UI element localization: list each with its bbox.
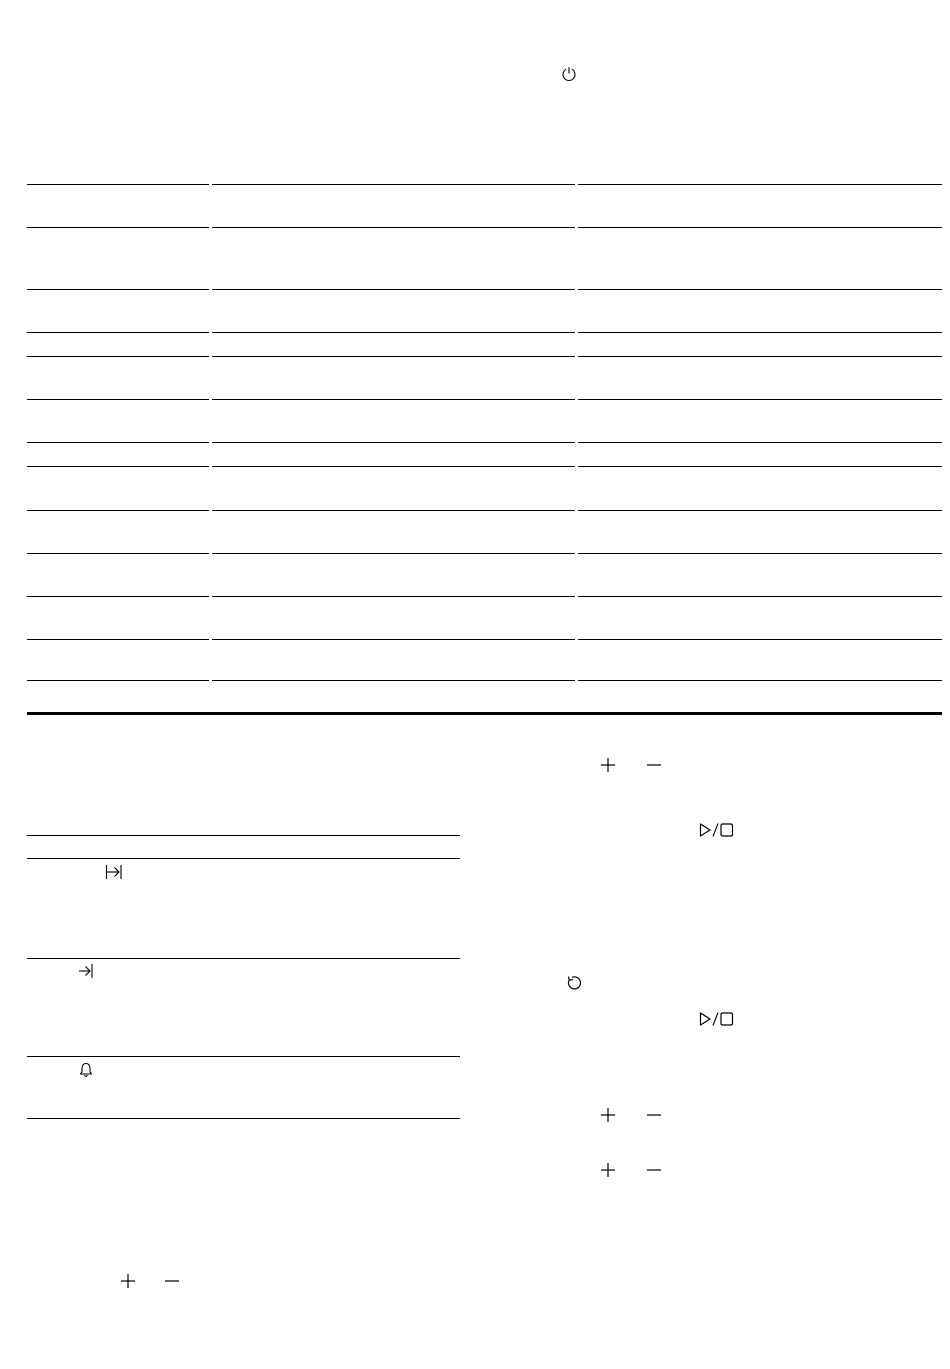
minus-icon	[646, 757, 662, 773]
reset-icon	[566, 975, 582, 991]
plus-icon	[600, 1107, 616, 1123]
plus-icon	[600, 757, 616, 773]
table-rule	[27, 1056, 460, 1057]
plus-icon	[120, 1273, 136, 1289]
table-rule	[27, 399, 942, 400]
cooking-time-icon	[105, 864, 123, 880]
table-rule	[27, 835, 460, 836]
table-rule	[27, 1118, 460, 1119]
table-rule	[27, 356, 942, 357]
table-rule	[27, 553, 942, 554]
end-time-icon	[78, 963, 94, 979]
table-rule	[27, 466, 942, 467]
start-stop-icon	[699, 822, 735, 838]
table-rule	[27, 639, 942, 640]
start-stop-icon	[699, 1011, 735, 1027]
table-rule	[27, 332, 942, 333]
minus-icon	[646, 1107, 662, 1123]
power-icon	[561, 66, 577, 82]
minus-icon	[164, 1273, 180, 1289]
table-rule	[27, 958, 460, 959]
table-rule	[27, 680, 942, 681]
table-rule	[27, 510, 942, 511]
timer-bell-icon	[78, 1062, 94, 1078]
plus-icon	[600, 1162, 616, 1178]
table-rule	[27, 227, 942, 228]
minus-icon	[646, 1162, 662, 1178]
table-bottom-rule	[27, 712, 942, 715]
table-rule	[27, 289, 942, 290]
table-rule	[27, 858, 460, 859]
table-rule	[27, 184, 942, 185]
table-rule	[27, 596, 942, 597]
table-rule	[27, 442, 942, 443]
